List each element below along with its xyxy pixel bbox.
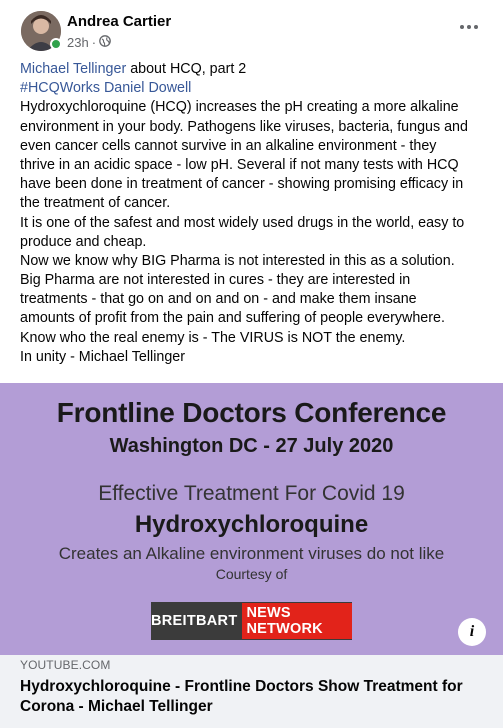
- preview-tagline: Creates an Alkaline environment viruses do not like: [58, 544, 445, 563]
- link-card[interactable]: [0, 655, 503, 728]
- body-line: Now we know why BIG Pharma is not interested in this as a solution.: [20, 252, 455, 269]
- preview-title: Frontline Doctors Conference: [56, 397, 447, 428]
- post-headline: [20, 60, 492, 79]
- post-text: [20, 60, 492, 367]
- body-line: In unity - Michael Tellinger: [20, 348, 186, 365]
- brand-network: NEWS NETWORK: [242, 603, 352, 639]
- brand-name: BREITBART: [151, 613, 238, 629]
- hashtag-line: [20, 79, 492, 98]
- body-line: amounts of profit from the pain and suffering of people everywhere.: [20, 310, 445, 327]
- body-line: even cancer cells cannot survive in an alkaline environment - they: [20, 137, 437, 154]
- tagged-person-link[interactable]: Daniel Dowell: [103, 80, 192, 97]
- breitbart-logo: [151, 602, 352, 640]
- preview-subtitle: Effective Treatment For Covid 19: [98, 482, 405, 505]
- body-line: Big Pharma are not interested in cures - they are interested in: [20, 272, 411, 289]
- link-title[interactable]: Hydroxychloroquine - Frontline Doctors Show Treatment for Corona - Michael Tellinger: [20, 678, 463, 715]
- body-line: the treatment of cancer.: [20, 195, 171, 212]
- info-button[interactable]: i: [458, 618, 486, 646]
- hashtag-link[interactable]: #HCQWorks: [20, 80, 100, 97]
- more-horizontal-icon: [467, 25, 471, 29]
- post-time[interactable]: 23h: [67, 35, 89, 50]
- body-line: have been done in treatment of cancer - showing promising efficacy in: [20, 176, 464, 193]
- globe-icon: [99, 35, 111, 50]
- online-status-icon: [50, 38, 62, 50]
- body-line: produce and cheap.: [20, 233, 147, 250]
- body-line: thrive in an acidic space - low pH. Several if not many tests with HCQ: [20, 156, 459, 173]
- meta-separator: ·: [91, 35, 97, 50]
- preview-courtesy: Courtesy of: [215, 566, 288, 582]
- body-line: Hydroxychloroquine (HCQ) increases the pH creating a more alkaline: [20, 99, 459, 116]
- body-line: treatments - that go on and on and on - and make them insane: [20, 291, 417, 308]
- mention-link[interactable]: Michael Tellinger: [20, 61, 127, 77]
- post-meta: [67, 35, 111, 50]
- more-horizontal-icon: [474, 25, 478, 29]
- more-horizontal-icon: [460, 25, 464, 29]
- body-line: It is one of the safest and most widely used drugs in the world, easy to: [20, 214, 465, 231]
- body-line: Know who the real enemy is - The VIRUS is NOT the enemy.: [20, 329, 406, 346]
- post-header: [0, 0, 503, 56]
- link-domain: YOUTUBE.COM: [20, 658, 111, 672]
- link-preview-image[interactable]: [0, 383, 503, 655]
- body-line: environment in your body. Pathogens like viruses, bacteria, fungus and: [20, 118, 468, 135]
- author-name[interactable]: Andrea Cartier: [67, 13, 172, 30]
- more-options-button[interactable]: [457, 17, 481, 37]
- preview-location-date: Washington DC - 27 July 2020: [109, 435, 394, 457]
- headline-rest: about HCQ, part 2: [126, 61, 247, 77]
- avatar[interactable]: [21, 11, 61, 51]
- preview-drug-name: Hydroxychloroquine: [134, 511, 369, 538]
